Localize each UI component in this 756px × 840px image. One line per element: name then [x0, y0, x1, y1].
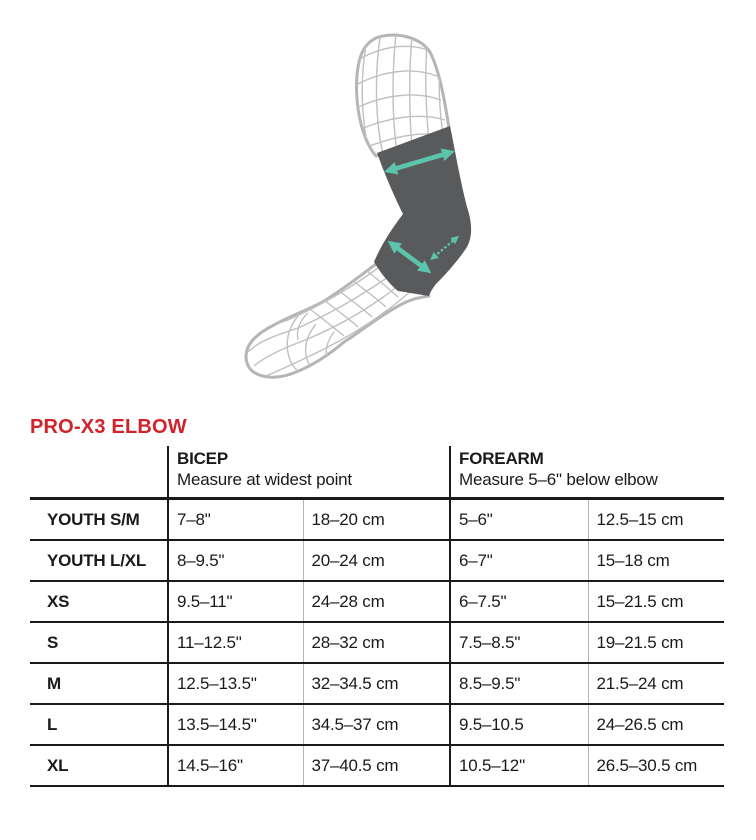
- table-corner-cell: [30, 446, 168, 499]
- bicep-inches-cell: 7–8": [168, 499, 303, 541]
- forearm-inches-cell: 6–7.5": [450, 581, 588, 622]
- bicep-cm-cell: 20–24 cm: [303, 540, 450, 581]
- forearm-cm-cell: 26.5–30.5 cm: [588, 745, 724, 786]
- bicep-inches-cell: 14.5–16": [168, 745, 303, 786]
- size-label: M: [30, 663, 168, 704]
- bicep-cm-cell: 28–32 cm: [303, 622, 450, 663]
- arm-measurement-illustration: [0, 0, 756, 408]
- forearm-cm-cell: 15–18 cm: [588, 540, 724, 581]
- forearm-cm-cell: 15–21.5 cm: [588, 581, 724, 622]
- forearm-inches-cell: 7.5–8.5": [450, 622, 588, 663]
- size-label: S: [30, 622, 168, 663]
- table-row: [30, 499, 724, 541]
- table-header-row: [30, 446, 724, 499]
- elbow-pad: [374, 126, 471, 296]
- forearm-header-title: FOREARM: [459, 449, 544, 468]
- size-label: XS: [30, 581, 168, 622]
- bicep-inches-cell: 9.5–11": [168, 581, 303, 622]
- bicep-header-note: Measure at widest point: [177, 470, 352, 489]
- forearm-cm-cell: 12.5–15 cm: [588, 499, 724, 541]
- forearm-cm-cell: 21.5–24 cm: [588, 663, 724, 704]
- table-row: [30, 704, 724, 745]
- size-label: YOUTH L/XL: [30, 540, 168, 581]
- bicep-column-header: [168, 446, 450, 499]
- size-label: L: [30, 704, 168, 745]
- forearm-header-note: Measure 5–6" below elbow: [459, 470, 658, 489]
- forearm-cm-cell: 24–26.5 cm: [588, 704, 724, 745]
- table-row: [30, 745, 724, 786]
- bicep-cm-cell: 32–34.5 cm: [303, 663, 450, 704]
- table-row: [30, 663, 724, 704]
- bicep-header-title: BICEP: [177, 449, 228, 468]
- bicep-inches-cell: 13.5–14.5": [168, 704, 303, 745]
- bicep-cm-cell: 37–40.5 cm: [303, 745, 450, 786]
- bicep-inches-cell: 12.5–13.5": [168, 663, 303, 704]
- forearm-cm-cell: 19–21.5 cm: [588, 622, 724, 663]
- size-label: YOUTH S/M: [30, 499, 168, 541]
- forearm-inches-cell: 9.5–10.5: [450, 704, 588, 745]
- bicep-cm-cell: 18–20 cm: [303, 499, 450, 541]
- page-title: PRO-X3 ELBOW: [30, 416, 187, 438]
- forearm-inches-cell: 10.5–12": [450, 745, 588, 786]
- bicep-cm-cell: 34.5–37 cm: [303, 704, 450, 745]
- forearm-inches-cell: 8.5–9.5": [450, 663, 588, 704]
- table-row: [30, 581, 724, 622]
- bicep-inches-cell: 8–9.5": [168, 540, 303, 581]
- bicep-cm-cell: 24–28 cm: [303, 581, 450, 622]
- bicep-inches-cell: 11–12.5": [168, 622, 303, 663]
- forearm-column-header: [450, 446, 724, 499]
- forearm-inches-cell: 6–7": [450, 540, 588, 581]
- forearm-inches-cell: 5–6": [450, 499, 588, 541]
- table-row: [30, 622, 724, 663]
- table-row: [30, 540, 724, 581]
- size-label: XL: [30, 745, 168, 786]
- size-table: [30, 446, 724, 787]
